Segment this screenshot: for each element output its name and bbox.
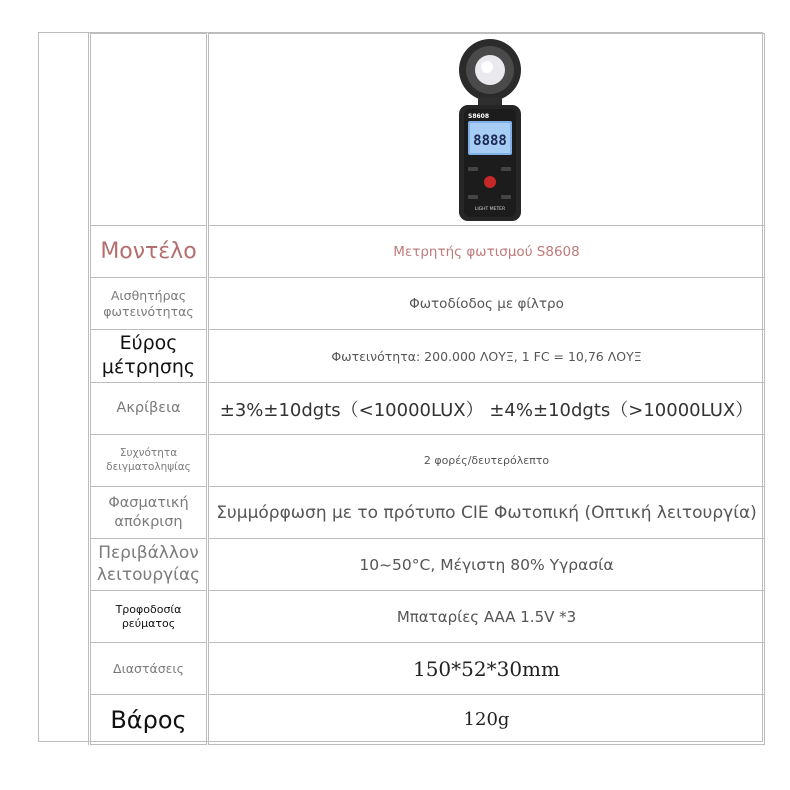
spec-value-spectral: Συμμόρφωση με το πρότυπο CIE Φωτοπική (Οπτική λειτουργία): [208, 487, 765, 539]
spec-label-accuracy: Ακρίβεια: [90, 383, 208, 435]
spec-row-spectral: [90, 487, 765, 539]
spec-row-range: [90, 330, 765, 383]
spec-value-weight: 120g: [208, 695, 765, 745]
spec-label-sampling: Συχνότητα δειγματοληψίας: [90, 435, 208, 487]
spec-value-accuracy: ±3%±10dgts（<10000LUX） ±4%±10dgts（>10000LUX）: [208, 383, 765, 435]
spec-label-sensor: Αισθητήρας φωτεινότητας: [90, 278, 208, 330]
spec-label-dimensions: Διαστάσεις: [90, 643, 208, 695]
spec-value-model: Μετρητής φωτισμού S8608: [208, 226, 765, 278]
spec-value-environment: 10~50°C, Μέγιστη 80% Υγρασία: [208, 539, 765, 591]
product-image-cell: [208, 34, 765, 226]
spec-row-environment: [90, 539, 765, 591]
image-row-blank-cell: [90, 34, 208, 226]
spec-value-sensor: Φωτοδίοδος με φίλτρο: [208, 278, 765, 330]
spec-sheet-frame: [38, 32, 763, 742]
spec-row-model: [90, 226, 765, 278]
spec-label-range: Εύρος μέτρησης: [90, 330, 208, 383]
spec-row-accuracy: [90, 383, 765, 435]
spec-row-sampling: [90, 435, 765, 487]
spec-row-sensor: [90, 278, 765, 330]
spec-value-dimensions: 150*52*30mm: [208, 643, 765, 695]
spec-label-weight: Βάρος: [90, 695, 208, 745]
spec-label-spectral: Φασματική απόκριση: [90, 487, 208, 539]
device-footer-label: LIGHT METER: [474, 207, 506, 212]
spec-row-dimensions: [90, 643, 765, 695]
spec-label-environment: Περιβάλλον λειτουργίας: [90, 539, 208, 591]
spec-label-power: Τροφοδοσία ρεύματος: [90, 591, 208, 643]
spec-value-sampling: 2 φορές/δευτερόλεπτο: [208, 435, 765, 487]
spec-row-weight: [90, 695, 765, 745]
spec-value-power: Μπαταρίες AAA 1.5V *3: [208, 591, 765, 643]
spec-row-power: [90, 591, 765, 643]
light-meter-device-icon: [454, 37, 526, 223]
spec-table: [88, 33, 765, 745]
product-image-row: [90, 34, 765, 226]
device-brand-label: S8608: [468, 113, 490, 120]
spec-label-model: Μοντέλο: [90, 226, 208, 278]
spec-value-range: Φωτεινότητα: 200.000 ΛΟΥΞ, 1 FC = 10,76 ΛΟΥΞ: [208, 330, 765, 383]
device-image: [213, 34, 760, 225]
device-lcd-reading: 8888: [473, 133, 507, 149]
